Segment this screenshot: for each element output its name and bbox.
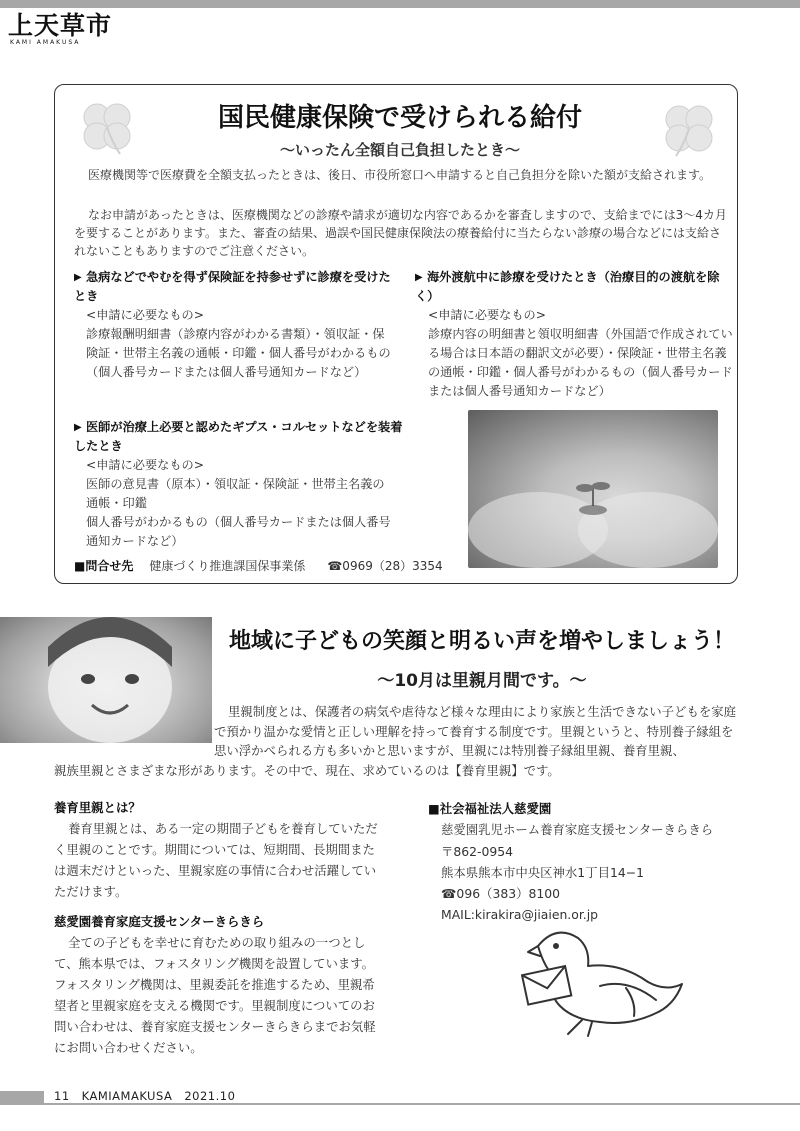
required-items-label: <申請に必要なもの> xyxy=(86,308,204,322)
footer-line xyxy=(44,1103,800,1105)
required-items-label: <申請に必要なもの> xyxy=(86,458,204,472)
item-heading-emergency: ▶ 急病などでやむを得ず保険証を持参せずに診療を受けたとき xyxy=(74,270,391,303)
city-logo xyxy=(8,12,128,46)
required-items-text: 診療報酬明細書（診療内容がわかる書類）・領収証・保険証・世帯主名義の通帳・印鑑・個人番号がわかるもの（個人番号カードまたは個人番号通知カードなど） xyxy=(86,327,391,379)
organization-name: ■社会福祉法人慈愛園 xyxy=(428,801,552,816)
foster-intro-continued: 親族里親とさまざまな形があります。その中で、現在、求めているのは【養育里親】です。 xyxy=(54,763,560,778)
benefit-subtitle: 〜いったん全額自己負担したとき〜 xyxy=(279,141,520,159)
required-items-text: 診療内容の明細書と領収明細書（外国語で作成されている場合は日本語の翻訳文が必要）・保険証・世帯主名義の通帳・印鑑・個人番号がわかるもの（個人番号カードまたは個人番号通知カードなど） xyxy=(428,327,733,398)
bird-with-letter-icon xyxy=(508,922,686,1050)
benefit-paragraph-1: 医療機関等で医療費を全額支払ったときは、後日、市役所窓口へ申請すると自己負担分を除いた額が支給されます。 xyxy=(88,168,712,182)
item-body-overseas xyxy=(428,306,734,401)
required-items-text: 個人番号がわかるもの（個人番号カードまたは個人番号通知カードなど） xyxy=(86,515,391,548)
foster-subtitle: 〜10月は里親月間です。〜 xyxy=(377,671,587,691)
foster-section-heading: 養育里親とは？ xyxy=(54,800,141,815)
item-heading-cast: ▶ 医師が治療上必要と認めたギプス・コルセットなどを装着したとき xyxy=(74,420,403,453)
triangle-bullet-icon: ▶ xyxy=(74,272,82,283)
triangle-bullet-icon: ▶ xyxy=(74,422,82,433)
contact-department: 健康づくり推進課国保事業係 xyxy=(149,559,306,573)
organization-address: 熊本県熊本市中央区神水1丁目14−1 xyxy=(441,864,644,880)
triangle-bullet-icon: ▶ xyxy=(415,272,423,283)
required-items-label: <申請に必要なもの> xyxy=(428,308,546,322)
item-heading-overseas: ▶ 海外渡航中に診療を受けたとき（治療目的の渡航を除く） xyxy=(415,270,720,303)
logo-subtext: KAMI AMAKUSA xyxy=(10,39,81,46)
hands-seedling-photo xyxy=(468,410,718,568)
foster-intro: 里親制度とは、保護者の病気や虐待など様々な理由により家族と生活できない子どもを家庭で預かり温かな愛情と正しい理解を持って養育する制度です。里親というと、特別養子縁組を思い浮かべられる方も多いかと思いますが、里親には特別養子縁組里親、養育里親、 xyxy=(214,704,737,758)
contact-phone: ☎0969（28）3354 xyxy=(327,559,443,573)
organization-contact xyxy=(428,798,728,926)
benefit-title: 国民健康保険で受けられる給付 xyxy=(217,103,582,133)
foster-section-body: 養育里親とは、ある一定の期間子どもを養育していただく里親のことです。期間については、短期間、長期間または週末だけといった、里親家庭の事情に合わせ活躍していただけます。 xyxy=(54,821,378,899)
page-number: 11 xyxy=(54,1089,70,1103)
benefit-paragraph-2: なお申請があったときは、医療機関などの診療や請求が適切な内容であるかを審査しますので、支給までには3〜4カ月を要することがあります。また、審査の結果、過誤や国民健康保険法の療養給付に当たらない診療の場合などには支給されないこともありますのでご注意ください。 xyxy=(74,208,727,258)
clover-icon xyxy=(658,98,720,160)
footer-bar xyxy=(0,1091,44,1105)
logo-text: 上天草市 xyxy=(8,11,113,40)
item-body-cast xyxy=(86,456,392,551)
required-items-text: 医師の意見書（原本）・領収証・保険証・世帯主名義の通帳・印鑑 xyxy=(86,477,385,510)
foster-title: 地域に子どもの笑顔と明るい声を増やしましょう！ xyxy=(228,629,735,654)
center-section-heading: 慈愛園養育家庭支援センターきらきら xyxy=(54,914,265,929)
item-body-emergency xyxy=(86,306,392,382)
contact-info xyxy=(74,557,443,574)
page-footer xyxy=(54,1089,235,1103)
clover-icon xyxy=(76,96,138,158)
organization-phone: ☎096（383）8100 xyxy=(441,886,561,902)
issue-date: 2021.10 xyxy=(184,1089,236,1103)
smiling-child-photo xyxy=(0,617,212,743)
organization-zip: 〒862-0954 xyxy=(441,843,514,859)
top-bar xyxy=(0,0,800,8)
organization-center: 慈愛園乳児ホーム養育家庭支援センターきらきら xyxy=(441,822,714,838)
contact-label: ■問合せ先 xyxy=(74,559,134,573)
magazine-name: KAMIAMAKUSA xyxy=(81,1089,173,1103)
organization-mail: MAIL:kirakira@jiaien.or.jp xyxy=(441,907,599,923)
center-section-body: 全ての子どもを幸せに育むための取り組みの一つとして、熊本県では、フォスタリング機関を設置しています。フォスタリング機関は、里親委託を推進するため、里親希望者と里親家庭を支える機関です。里親制度についてのお問い合わせは、養育家庭支援センターきらきらまでお気軽にお問い合わせください。 xyxy=(54,935,376,1055)
